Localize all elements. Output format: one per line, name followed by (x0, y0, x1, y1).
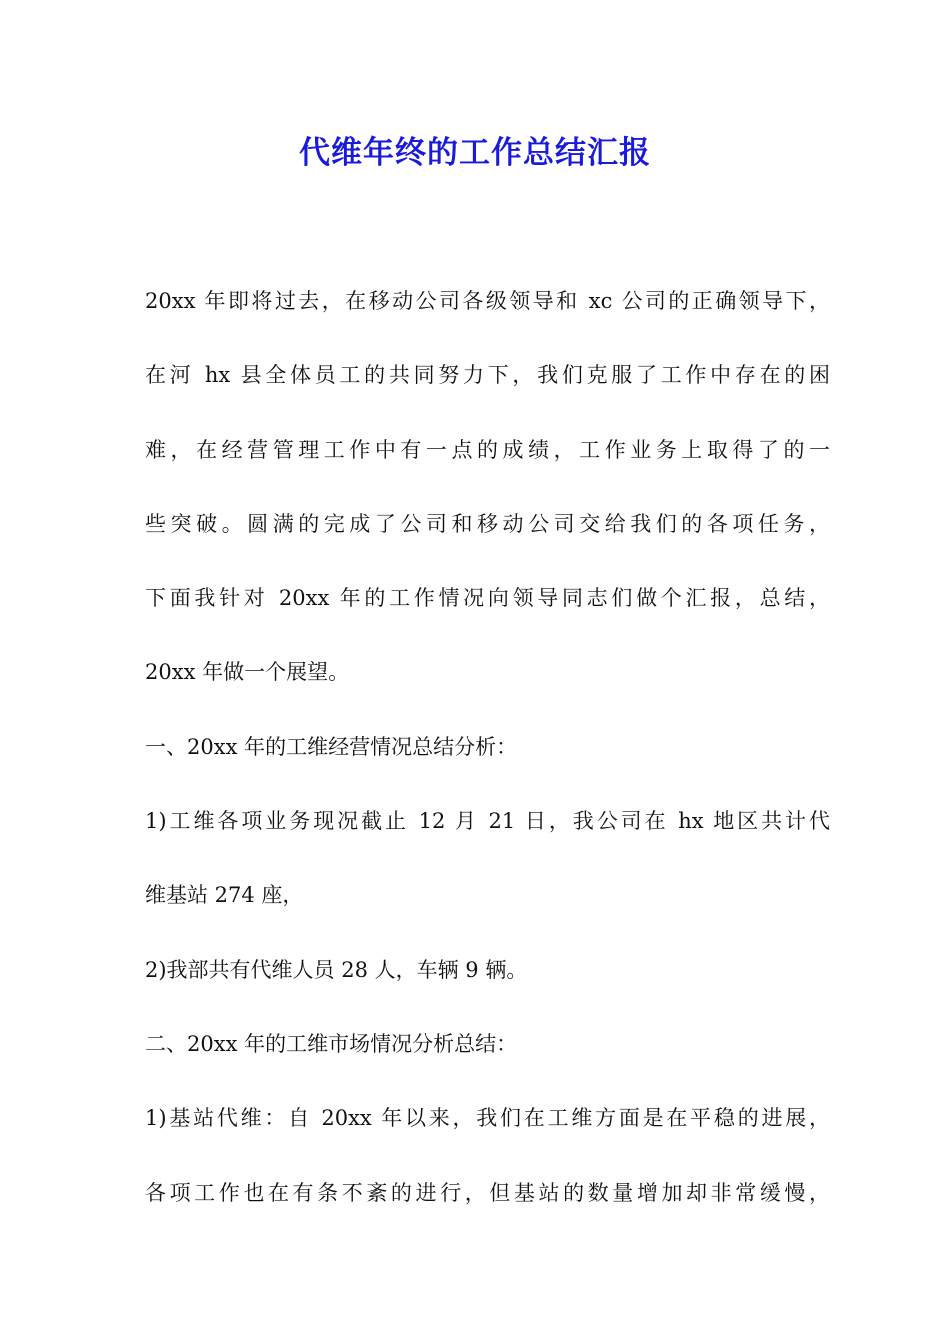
body-line: 维基站 274 座， (145, 883, 304, 908)
body-line: 在河 hx 县全体员工的共同努力下，我们克服了工作中存在的困 (145, 363, 830, 388)
body-line: 下面我针对 20xx 年的工作情况向领导同志们做个汇报，总结， (145, 586, 830, 611)
body-line: 20xx 年做一个展望。 (145, 660, 350, 685)
body-line: 20xx 年即将过去，在移动公司各级领导和 xc 公司的正确领导下， (145, 289, 830, 313)
body-line: 1)工维各项业务现况截止 12 月 21 日，我公司在 hx 地区共计代 (145, 809, 830, 834)
body-line: 难，在经营管理工作中有一点的成绩，工作业务上取得了的一 (145, 437, 830, 462)
document-body (145, 264, 830, 1230)
body-line: 1)基站代维：自 20xx 年以来，我们在工维方面是在平稳的进展， (145, 1106, 830, 1131)
body-line: 各项工作也在有条不紊的进行，但基站的数量增加却非常缓慢， (145, 1180, 830, 1205)
body-line: 些突破。圆满的完成了公司和移动公司交给我们的各项任务， (145, 511, 830, 536)
document-title: 代维年终的工作总结汇报 (299, 135, 651, 171)
section-heading: 一、20xx 年的工维经营情况总结分析： (145, 734, 518, 759)
section-heading: 二、20xx 年的工维市场情况分析总结： (145, 1031, 518, 1056)
body-line: 2)我部共有代维人员 28 人，车辆 9 辆。 (145, 957, 528, 982)
